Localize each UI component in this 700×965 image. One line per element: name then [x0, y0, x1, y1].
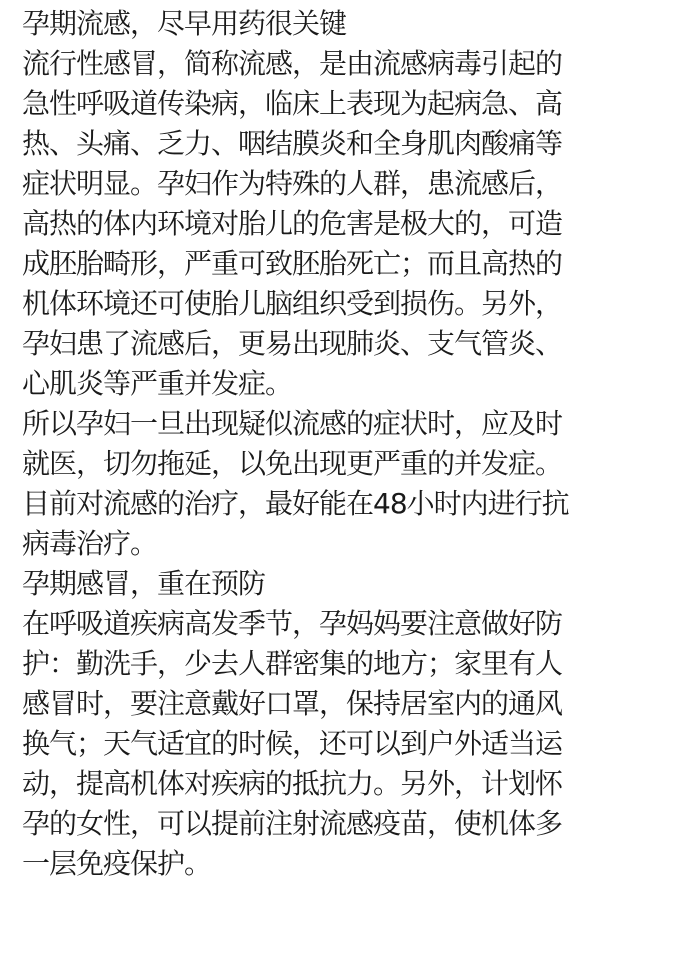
paragraph-line: 流行性感冒，简称流感，是由流感病毒引起的 — [22, 47, 563, 80]
paragraph-line: 热、头痛、乏力、咽结膜炎和全身肌肉酸痛等 — [22, 127, 563, 160]
paragraph-line: 在呼吸道疾病高发季节，孕妈妈要注意做好防 — [22, 607, 563, 640]
paragraph-line: 心肌炎等严重并发症。 — [22, 367, 293, 400]
paragraph-line: 高热的体内环境对胎儿的危害是极大的，可造 — [22, 207, 563, 240]
paragraph-line: 护：勤洗手，少去人群密集的地方；家里有人 — [22, 647, 563, 680]
paragraph-line: 成胚胎畸形，严重可致胚胎死亡；而且高热的 — [22, 247, 563, 280]
paragraph-line: 一层免疫保护。 — [22, 847, 212, 880]
paragraph-line: 症状明显。孕妇作为特殊的人群，患流感后， — [22, 167, 563, 200]
heading-flu-prevention: 孕期感冒，重在预防 — [22, 567, 266, 600]
paragraph-line: 目前对流感的治疗，最好能在48小时内进行抗 — [22, 487, 569, 520]
paragraph-line: 动，提高机体对疾病的抵抗力。另外，计划怀 — [22, 767, 563, 800]
paragraph-line: 病毒治疗。 — [22, 527, 158, 560]
paragraph-line: 孕的女性，可以提前注射流感疫苗，使机体多 — [22, 807, 563, 840]
paragraph-line: 换气；天气适宜的时候，还可以到户外适当运 — [22, 727, 563, 760]
heading-flu-medication: 孕期流感，尽早用药很关键 — [22, 7, 347, 40]
paragraph-line: 所以孕妇一旦出现疑似流感的症状时，应及时 — [22, 407, 563, 440]
paragraph-line: 急性呼吸道传染病，临床上表现为起病急、高 — [22, 87, 563, 120]
paragraph-line: 孕妇患了流感后，更易出现肺炎、支气管炎、 — [22, 327, 563, 360]
paragraph-line: 感冒时，要注意戴好口罩，保持居室内的通风 — [22, 687, 563, 720]
paragraph-line: 就医，切勿拖延，以免出现更严重的并发症。 — [22, 447, 563, 480]
paragraph-line: 机体环境还可使胎儿脑组织受到损伤。另外， — [22, 287, 563, 320]
